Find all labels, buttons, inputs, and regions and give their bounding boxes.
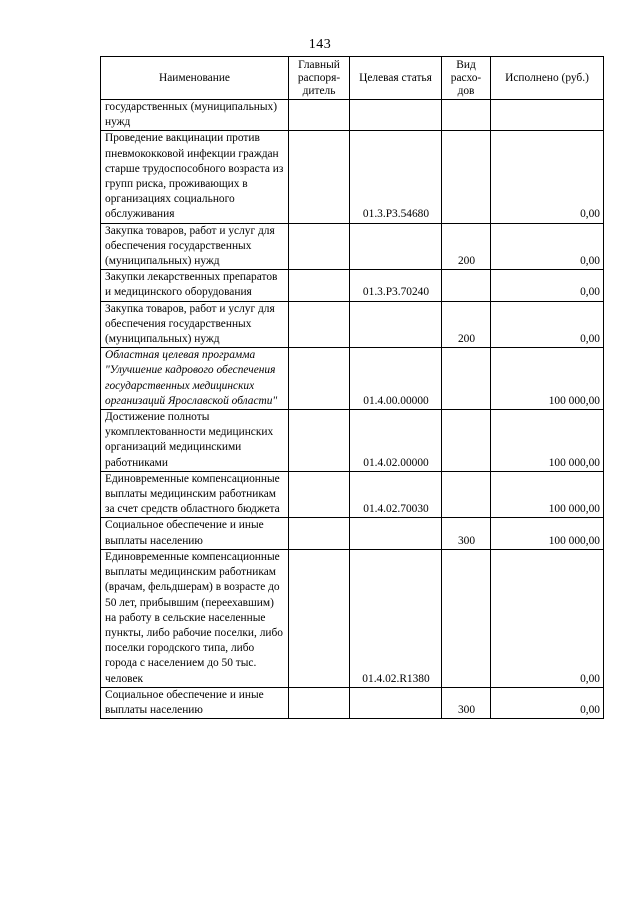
row-main-manager-cell <box>289 471 350 518</box>
row-main-manager-cell <box>289 270 350 301</box>
row-main-manager-cell <box>289 348 350 410</box>
table-row <box>101 270 604 301</box>
row-main-manager-cell <box>289 687 350 718</box>
table-row <box>101 549 604 687</box>
header-expense-type: Вид расхо-дов <box>442 57 491 100</box>
row-executed-cell: 100 000,00 <box>491 410 604 472</box>
row-target-article-cell: 01.4.02.00000 <box>350 410 442 472</box>
row-expense-type-cell <box>442 549 491 687</box>
row-name-cell: Социальное обеспечение и иные выплаты населению <box>101 687 289 718</box>
row-executed-cell: 100 000,00 <box>491 348 604 410</box>
row-name-cell: Областная целевая программа "Улучшение кадрового обеспечения государственных медицинских организаций Ярославской области" <box>101 348 289 410</box>
row-main-manager-cell <box>289 518 350 549</box>
row-main-manager-cell <box>289 131 350 223</box>
table-row <box>101 410 604 472</box>
row-target-article-cell: 01.3.P3.70240 <box>350 270 442 301</box>
row-expense-type-cell: 200 <box>442 223 491 270</box>
table-row <box>101 518 604 549</box>
row-expense-type-cell <box>442 100 491 131</box>
row-target-article-cell: 01.4.00.00000 <box>350 348 442 410</box>
row-expense-type-cell <box>442 471 491 518</box>
row-main-manager-cell <box>289 549 350 687</box>
table-body <box>101 100 604 719</box>
row-executed-cell: 0,00 <box>491 270 604 301</box>
row-target-article-cell: 01.4.02.R1380 <box>350 549 442 687</box>
header-executed: Исполнено (руб.) <box>491 57 604 100</box>
row-target-article-cell <box>350 301 442 348</box>
row-target-article-cell <box>350 518 442 549</box>
row-name-cell: Закупка товаров, работ и услуг для обеспечения государственных (муниципальных) нужд <box>101 223 289 270</box>
row-expense-type-cell: 300 <box>442 518 491 549</box>
row-name-cell: Проведение вакцинации против пневмококковой инфекции граждан старше трудоспособного возраста из групп риска, проживающих в организациях социального обслуживания <box>101 131 289 223</box>
row-executed-cell: 100 000,00 <box>491 518 604 549</box>
row-name-cell: Закупки лекарственных препаратов и медицинского оборудования <box>101 270 289 301</box>
table-row <box>101 301 604 348</box>
row-name-cell: Единовременные компенсационные выплаты медицинским работникам (врачам, фельдшерам) в возрасте до 50 лет, прибывшим (переехавшим) на работу в сельские населенные пункты, либо рабочие поселки, либо поселки городского типа, либо города с населением до 50 тыс. человек <box>101 549 289 687</box>
row-main-manager-cell <box>289 410 350 472</box>
table-header-row <box>101 57 604 100</box>
row-target-article-cell <box>350 100 442 131</box>
table-row <box>101 471 604 518</box>
header-main-manager: Главный распоря-дитель <box>289 57 350 100</box>
header-name: Наименование <box>101 57 289 100</box>
row-executed-cell <box>491 100 604 131</box>
page-number: 143 <box>308 37 332 52</box>
row-executed-cell: 0,00 <box>491 549 604 687</box>
header-target-article: Целевая статья <box>350 57 442 100</box>
row-expense-type-cell <box>442 131 491 223</box>
row-main-manager-cell <box>289 301 350 348</box>
row-target-article-cell: 01.4.02.70030 <box>350 471 442 518</box>
table-row <box>101 100 604 131</box>
row-expense-type-cell: 300 <box>442 687 491 718</box>
row-executed-cell: 0,00 <box>491 131 604 223</box>
row-target-article-cell <box>350 687 442 718</box>
row-target-article-cell <box>350 223 442 270</box>
row-name-cell: государственных (муниципальных) нужд <box>101 100 289 131</box>
budget-execution-table <box>100 56 604 719</box>
row-name-cell: Единовременные компенсационные выплаты медицинским работникам за счет средств областного бюджета <box>101 471 289 518</box>
row-name-cell: Социальное обеспечение и иные выплаты населению <box>101 518 289 549</box>
row-expense-type-cell <box>442 410 491 472</box>
row-expense-type-cell: 200 <box>442 301 491 348</box>
row-target-article-cell: 01.3.P3.54680 <box>350 131 442 223</box>
row-name-cell: Достижение полноты укомплектованности медицинских организаций медицинскими работниками <box>101 410 289 472</box>
table-row <box>101 131 604 223</box>
row-expense-type-cell <box>442 270 491 301</box>
row-expense-type-cell <box>442 348 491 410</box>
table-row <box>101 348 604 410</box>
table-row <box>101 223 604 270</box>
row-name-cell: Закупка товаров, работ и услуг для обеспечения государственных (муниципальных) нужд <box>101 301 289 348</box>
row-executed-cell: 100 000,00 <box>491 471 604 518</box>
row-executed-cell: 0,00 <box>491 301 604 348</box>
table-row <box>101 687 604 718</box>
row-main-manager-cell <box>289 223 350 270</box>
row-main-manager-cell <box>289 100 350 131</box>
row-executed-cell: 0,00 <box>491 223 604 270</box>
row-executed-cell: 0,00 <box>491 687 604 718</box>
